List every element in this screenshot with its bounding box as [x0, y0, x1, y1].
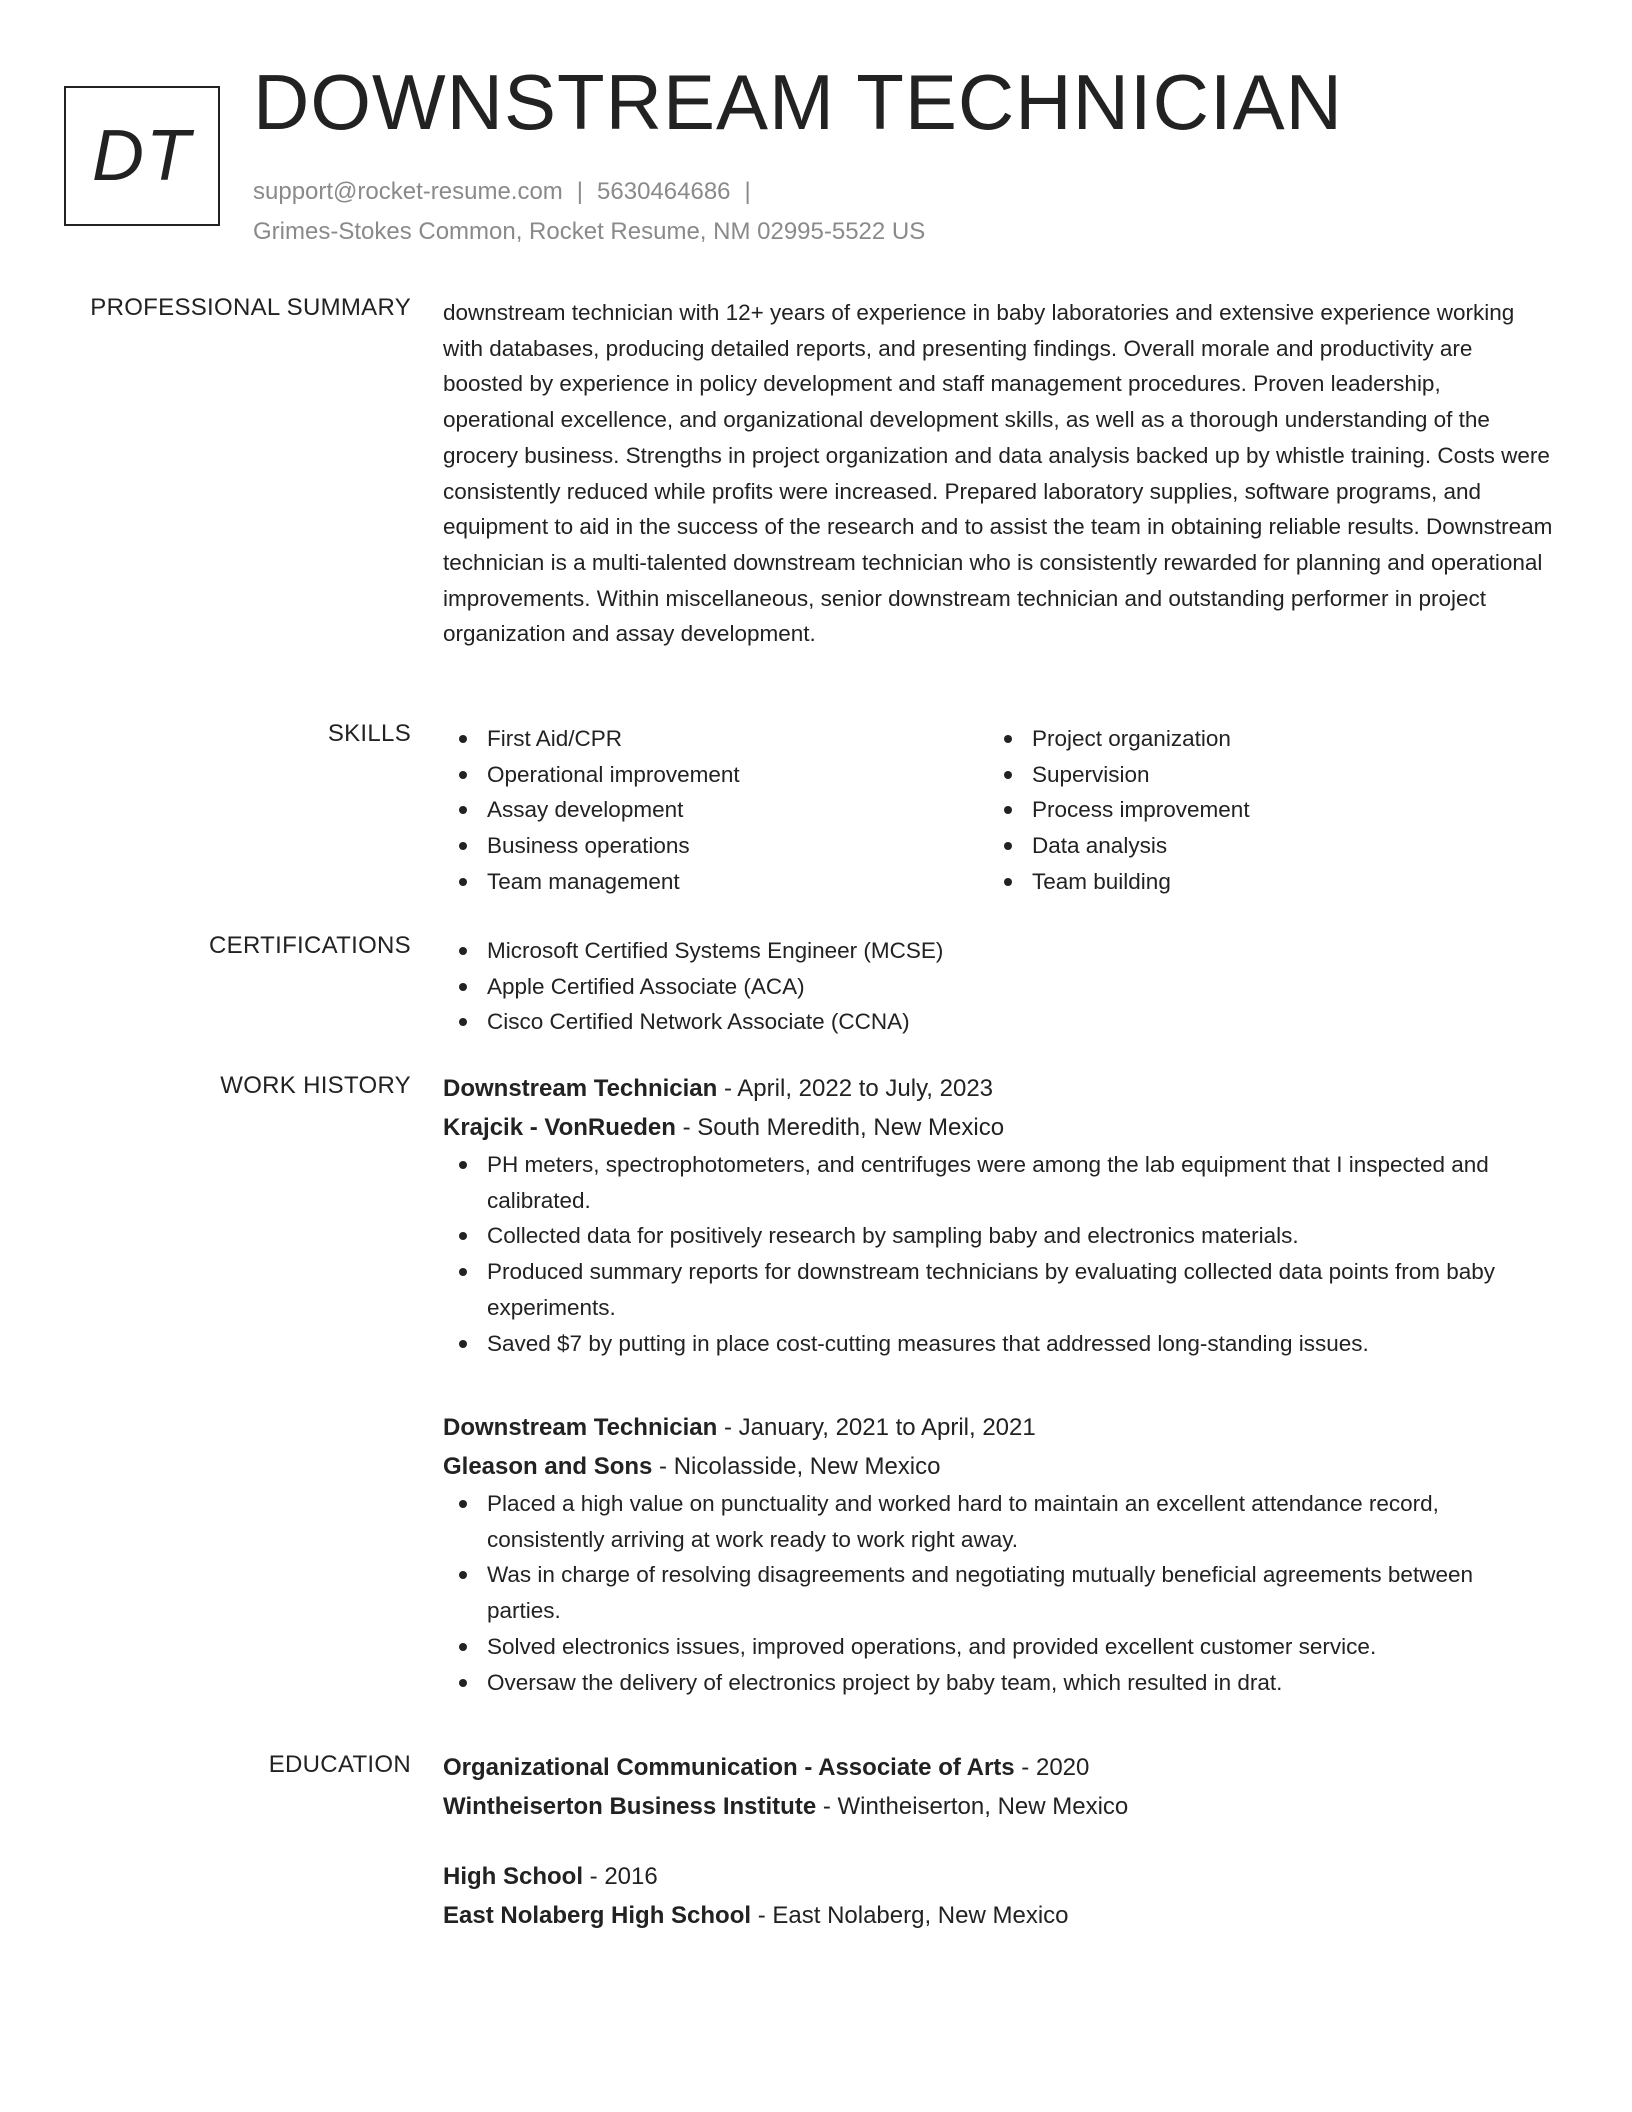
job-title: Downstream Technician: [443, 1414, 718, 1441]
degree-year: - 2020: [1014, 1754, 1090, 1781]
degree-line: [443, 1857, 1553, 1896]
degree-line: [443, 1748, 1553, 1787]
contact-separator: |: [744, 178, 751, 205]
skill-item: Team building: [988, 864, 1533, 900]
job-title: Downstream Technician: [443, 1075, 718, 1102]
degree-name: Organizational Communication - Associate of Arts: [443, 1754, 1015, 1781]
section-label-certifications: CERTIFICATIONS: [209, 932, 411, 959]
school-line: [443, 1896, 1553, 1935]
job-bullet: Placed a high value on punctuality and worked hard to maintain an excellent attendance record, consistently arriving at work ready to work right away.: [443, 1486, 1553, 1557]
certification-item: Cisco Certified Network Associate (CCNA): [443, 1004, 1553, 1040]
monogram-logo: [64, 86, 220, 226]
school-line: [443, 1787, 1553, 1826]
skills-list-right: [988, 721, 1533, 900]
job-entry: [443, 1408, 1553, 1700]
job-dates: - January, 2021 to April, 2021: [717, 1414, 1036, 1441]
summary-text: downstream technician with 12+ years of experience in baby laboratories and extensive experience working with databases, producing detailed reports, and presenting findings. Overall morale and productivity are boosted by experience in policy development and staff management procedures. Proven leadership, operational excellence, and organizational development skills, as well as a thorough understanding of the grocery business. Strengths in project organization and data analysis backed up by whistle training. Costs were consistently reduced while profits were increased. Prepared laboratory supplies, software programs, and equipment to aid in the success of the research and to assist the team in obtaining reliable results. Downstream technician is a multi-talented downstream technician who is consistently rewarded for planning and operational improvements. Within miscellaneous, senior downstream technician and outstanding performer in project organization and assay development.: [443, 300, 1553, 647]
contact-phone: 5630464686: [597, 178, 731, 205]
skill-item: Business operations: [443, 828, 988, 864]
certifications-body: [443, 933, 1553, 1040]
degree-name: High School: [443, 1863, 583, 1890]
skill-item: Assay development: [443, 792, 988, 828]
section-label-summary: PROFESSIONAL SUMMARY: [90, 294, 411, 321]
job-bullets: [443, 1486, 1553, 1700]
summary-body: [443, 295, 1553, 652]
job-company: Gleason and Sons: [443, 1453, 653, 1480]
job-entry: [443, 1069, 1553, 1361]
job-bullet: Solved electronics issues, improved operations, and provided excellent customer service.: [443, 1629, 1553, 1665]
education-entry: [443, 1748, 1553, 1826]
job-bullet: Collected data for positively research by sampling baby and electronics materials.: [443, 1218, 1553, 1254]
job-bullet: Oversaw the delivery of electronics project by baby team, which resulted in drat.: [443, 1665, 1553, 1701]
contact-email: support@rocket-resume.com: [253, 178, 563, 205]
job-company-line: [443, 1447, 1553, 1486]
school-name: East Nolaberg High School: [443, 1902, 752, 1929]
contact-line-1: [253, 172, 925, 212]
section-label-work-history: WORK HISTORY: [220, 1072, 411, 1099]
job-bullets: [443, 1147, 1553, 1361]
contact-address: Grimes-Stokes Common, Rocket Resume, NM 02995-5522 US: [253, 218, 926, 245]
job-bullet: Was in charge of resolving disagreements and negotiating mutually beneficial agreements between parties.: [443, 1557, 1553, 1628]
certification-item: Apple Certified Associate (ACA): [443, 969, 1553, 1005]
section-label-skills: SKILLS: [327, 720, 411, 747]
job-dates: - April, 2022 to July, 2023: [717, 1075, 994, 1102]
skill-item: Data analysis: [988, 828, 1533, 864]
school-name: Wintheiserton Business Institute: [443, 1793, 817, 1820]
school-location: - East Nolaberg, New Mexico: [751, 1902, 1069, 1929]
contact-separator: |: [576, 178, 584, 205]
monogram-text: DT: [92, 116, 192, 196]
candidate-name: DOWNSTREAM TECHNICIAN: [253, 58, 1343, 146]
job-location: - South Meredith, New Mexico: [675, 1114, 1005, 1141]
education-entry: [443, 1857, 1553, 1935]
skill-item: Process improvement: [988, 792, 1533, 828]
job-location: - Nicolasside, New Mexico: [652, 1453, 941, 1480]
job-bullet: PH meters, spectrophotometers, and centrifuges were among the lab equipment that I inspected and calibrated.: [443, 1147, 1553, 1218]
contact-info: [253, 172, 925, 252]
certification-item: Microsoft Certified Systems Engineer (MCSE): [443, 933, 1553, 969]
skill-item: Operational improvement: [443, 757, 988, 793]
skill-item: First Aid/CPR: [443, 721, 988, 757]
skills-list-left: [443, 721, 988, 900]
skill-item: Project organization: [988, 721, 1533, 757]
job-title-line: [443, 1408, 1553, 1447]
skill-item: Team management: [443, 864, 988, 900]
section-label-education: EDUCATION: [268, 1751, 411, 1778]
skills-columns: [443, 721, 1553, 900]
job-bullet: Produced summary reports for downstream technicians by evaluating collected data points from baby experiments.: [443, 1254, 1553, 1325]
degree-year: - 2016: [583, 1863, 658, 1890]
job-title-line: [443, 1069, 1553, 1108]
certifications-list: [443, 933, 1553, 1040]
job-company-line: [443, 1108, 1553, 1147]
skill-item: Supervision: [988, 757, 1533, 793]
job-bullet: Saved $7 by putting in place cost-cutting measures that addressed long-standing issues.: [443, 1326, 1553, 1362]
school-location: - Wintheiserton, New Mexico: [816, 1793, 1129, 1820]
job-company: Krajcik - VonRueden: [443, 1114, 676, 1141]
